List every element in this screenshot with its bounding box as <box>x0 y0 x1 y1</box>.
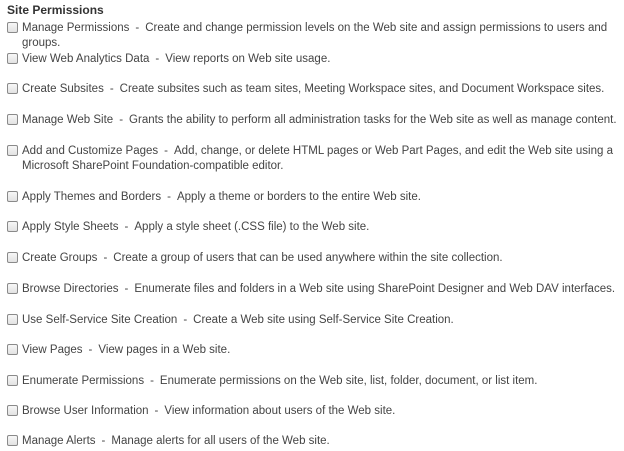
permission-row-manage-permissions[interactable] <box>7 21 620 51</box>
permission-description: Manage alerts for all users of the Web site. <box>111 435 330 447</box>
permission-text <box>22 113 617 128</box>
permission-description: View reports on Web site usage. <box>165 53 331 65</box>
permission-name: View Pages <box>22 344 83 356</box>
permission-separator: - <box>167 191 171 203</box>
permission-row-manage-alerts[interactable] <box>7 434 620 449</box>
permission-checkbox[interactable] <box>7 252 18 263</box>
permission-row-browse-user-information[interactable] <box>7 404 620 419</box>
permission-checkbox[interactable] <box>7 375 18 386</box>
permission-description: Create a Web site using Self-Service Site Creation. <box>193 314 454 326</box>
permission-separator: - <box>103 252 108 264</box>
permission-separator: - <box>150 375 154 387</box>
permission-checkbox[interactable] <box>7 53 18 64</box>
permission-separator: - <box>164 145 169 157</box>
permission-name: Apply Themes and Borders <box>22 191 162 203</box>
permission-separator: - <box>124 221 129 233</box>
permission-description: Enumerate permissions on the Web site, list, folder, document, or list item. <box>159 375 538 387</box>
permission-name: Manage Permissions <box>22 22 130 34</box>
permission-text <box>22 82 604 97</box>
permission-description: Create subsites such as team sites, Meeting Workspace sites, and Document Workspace sites. <box>119 83 605 95</box>
permission-description: Apply a style sheet (.CSS file) to the Web site. <box>134 221 370 233</box>
permission-row-enumerate-permissions[interactable] <box>7 374 620 389</box>
permission-name: Manage Alerts <box>22 435 96 447</box>
permission-description: Apply a theme or borders to the entire Web site. <box>176 191 421 203</box>
permission-text <box>22 190 421 205</box>
permission-row-manage-web-site[interactable] <box>7 113 620 128</box>
permission-description: View pages in a Web site. <box>98 344 231 356</box>
permission-name: Apply Style Sheets <box>22 221 119 233</box>
permission-name: Create Groups <box>22 252 98 264</box>
permission-checkbox[interactable] <box>7 314 18 325</box>
permission-separator: - <box>135 22 140 34</box>
permission-name: Manage Web Site <box>22 114 114 126</box>
permission-text <box>22 21 620 51</box>
permission-separator: - <box>183 314 188 326</box>
permission-row-view-web-analytics-data[interactable] <box>7 52 620 67</box>
permission-checkbox[interactable] <box>7 191 18 202</box>
section-title: Site Permissions <box>7 3 104 17</box>
permission-description: Grants the ability to perform all administration tasks for the Web site as well as manage content. <box>129 114 617 126</box>
permission-text <box>22 343 230 358</box>
permission-text <box>22 52 330 67</box>
permission-name: View Web Analytics Data <box>22 53 150 65</box>
permission-checkbox[interactable] <box>7 283 18 294</box>
permission-separator: - <box>88 344 93 356</box>
permission-text <box>22 374 537 389</box>
permission-checkbox[interactable] <box>7 83 18 94</box>
permission-row-apply-style-sheets[interactable] <box>7 220 620 235</box>
permission-row-create-groups[interactable] <box>7 251 620 266</box>
permission-checkbox[interactable] <box>7 145 18 156</box>
permission-name: Browse User Information <box>22 405 149 417</box>
permission-checkbox[interactable] <box>7 344 18 355</box>
permission-separator: - <box>119 114 124 126</box>
permission-checkbox[interactable] <box>7 221 18 232</box>
permission-name: Create Subsites <box>22 83 104 95</box>
permission-description: Add, change, or delete HTML pages or Web Part Pages, and edit the Web site using a Microsoft SharePoint Foundation-compatible editor. <box>22 145 613 172</box>
permission-checkbox[interactable] <box>7 435 18 446</box>
permission-description: View information about users of the Web site. <box>164 405 396 417</box>
permission-separator: - <box>154 405 159 417</box>
permission-text <box>22 251 503 266</box>
permission-text <box>22 282 615 297</box>
permission-text <box>22 313 454 328</box>
permission-description: Enumerate files and folders in a Web site using SharePoint Designer and Web DAV interfaces. <box>134 283 616 295</box>
permission-text <box>22 144 620 174</box>
permission-description: Create a group of users that can be used anywhere within the site collection. <box>113 252 503 264</box>
permission-row-view-pages[interactable] <box>7 343 620 358</box>
permission-checkbox[interactable] <box>7 114 18 125</box>
permission-text <box>22 220 369 235</box>
permission-separator: - <box>101 435 106 447</box>
permission-name: Add and Customize Pages <box>22 145 159 157</box>
permission-description: Create and change permission levels on the Web site and assign permissions to users and groups. <box>22 22 608 49</box>
permission-name: Browse Directories <box>22 283 119 295</box>
permission-checkbox[interactable] <box>7 22 18 33</box>
permission-separator: - <box>109 83 114 95</box>
permission-row-add-and-customize-pages[interactable] <box>7 144 620 174</box>
permission-separator: - <box>124 283 129 295</box>
permission-row-use-self-service-site-creation[interactable] <box>7 313 620 328</box>
permission-name: Use Self-Service Site Creation <box>22 314 178 326</box>
permission-row-apply-themes-and-borders[interactable] <box>7 190 620 205</box>
permission-checkbox[interactable] <box>7 405 18 416</box>
permission-row-create-subsites[interactable] <box>7 82 620 97</box>
permission-row-browse-directories[interactable] <box>7 282 620 297</box>
permission-text <box>22 434 330 449</box>
permission-text <box>22 404 395 419</box>
permission-separator: - <box>155 53 160 65</box>
permission-name: Enumerate Permissions <box>22 375 145 387</box>
